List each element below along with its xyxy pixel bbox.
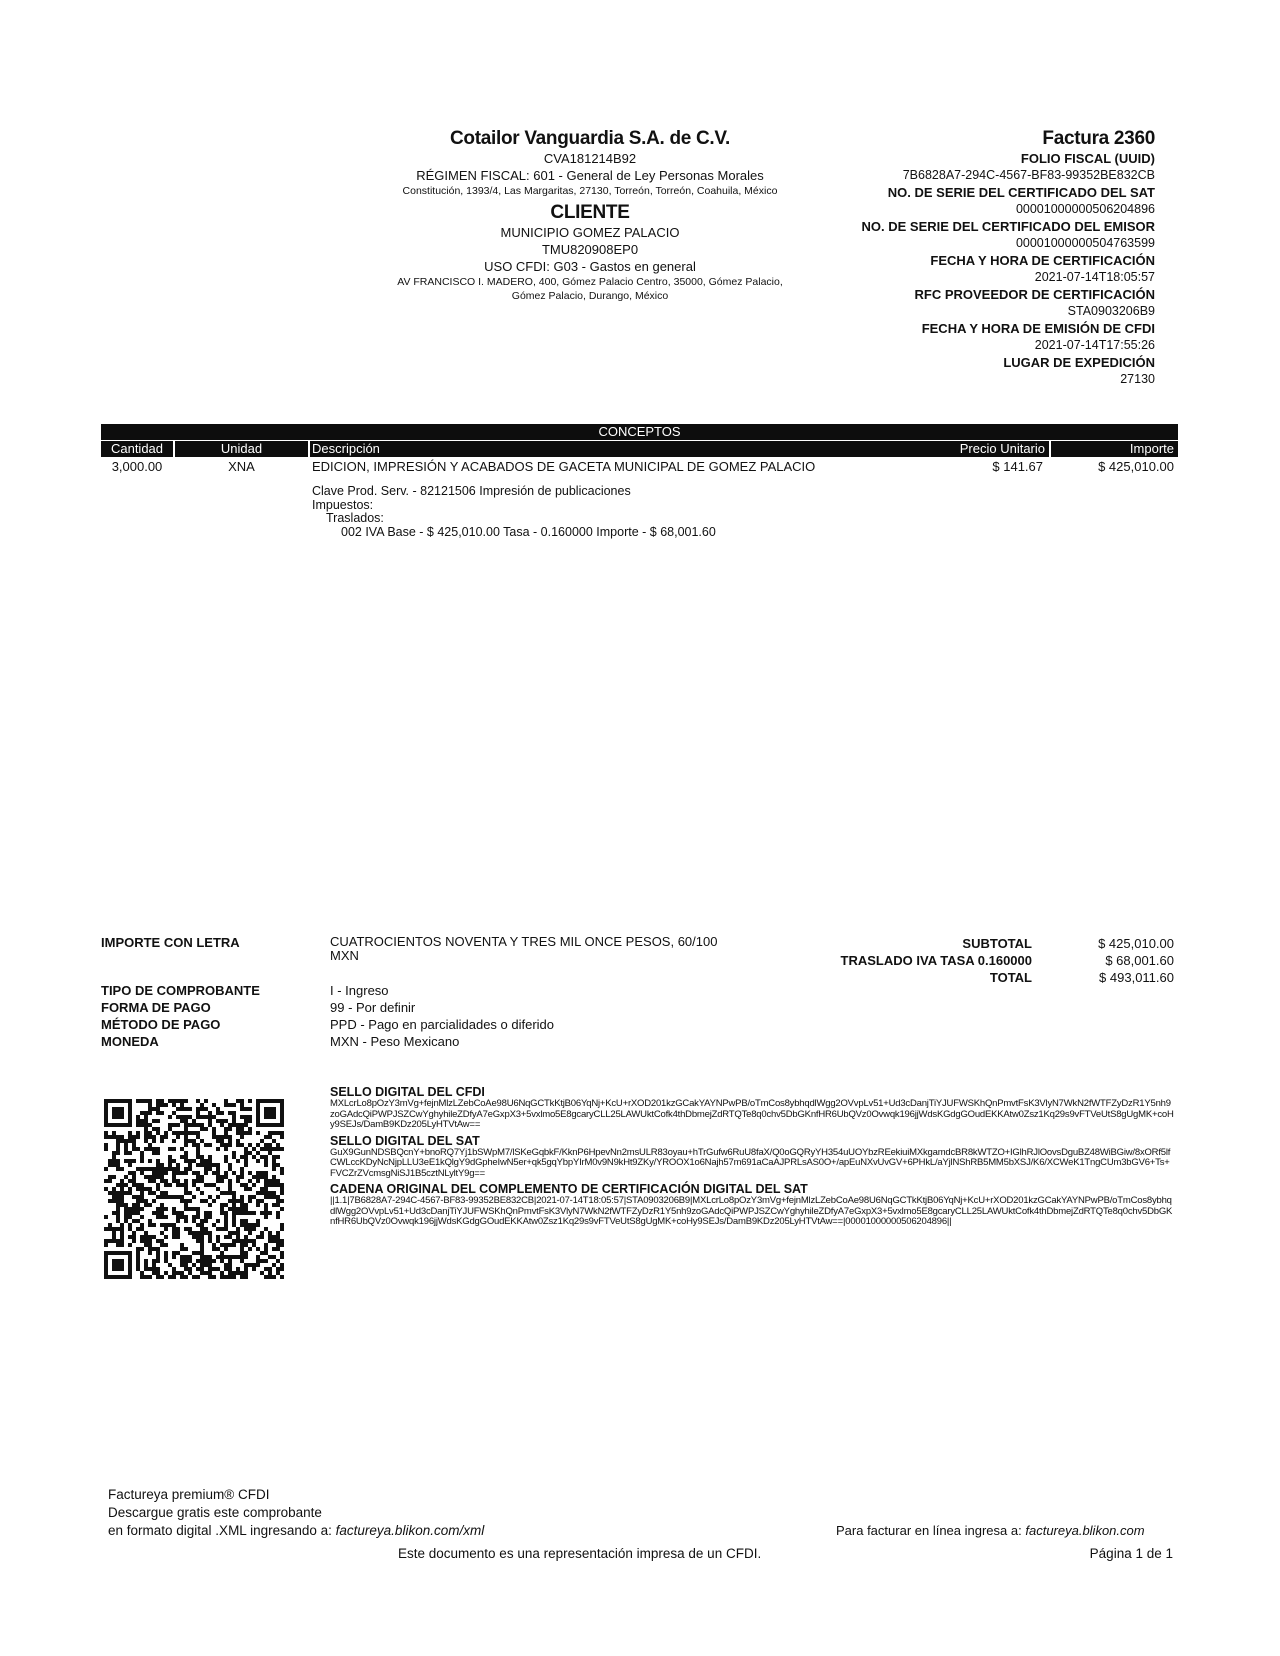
- tipo-comprobante-value: I - Ingreso: [330, 983, 389, 998]
- qr-code: [104, 1099, 284, 1279]
- moneda-value: MXN - Peso Mexicano: [330, 1034, 460, 1049]
- cert-emisor-value: 00001000000504763599: [1015, 236, 1155, 250]
- footer-left: [108, 1486, 484, 1540]
- row-unidad: XNA: [228, 459, 255, 474]
- subtotal-label: SUBTOTAL: [962, 936, 1032, 951]
- sello-sat-label: SELLO DIGITAL DEL SAT: [330, 1133, 480, 1148]
- impuestos-label: Impuestos:: [312, 497, 374, 512]
- concept-detail: [312, 485, 716, 539]
- metodo-pago-value: PPD - Pago en parcialidades o diferido: [330, 1017, 555, 1032]
- client-name: MUNICIPIO GOMEZ PALACIO: [500, 225, 680, 240]
- moneda-label: MONEDA: [101, 1034, 159, 1049]
- rfc-proveedor-value: STA0903206B9: [1067, 304, 1155, 318]
- row-descripcion: EDICION, IMPRESIÓN Y ACABADOS DE GACETA MUNICIPAL DE GOMEZ PALACIO: [312, 459, 816, 474]
- footer-online-prefix: Para facturar en línea ingresa a:: [836, 1523, 1022, 1538]
- cadena-original-value: ||1.1|7B6828A7-294C-4567-BF83-99352BE832CB|2021-07-14T18:05:57|STA0903206B9|MXLcrLo8pOzY3mVg+fejnMlzLZebCoAe98U6NqGCTkKtjB06YqNj+KcU+rXOD201kzGCakYAYNPwPB/oTmCos8ybhqdlWgg2OVvpLv51+Ud3cDanjTiYJUFWSKhQnPmvtFsK3VlyN7WkN2fWTFZyDzR1Y5nh9zoGAdcQiPWPJSZCwYghyhileZDfyA7eGxpX3+5vxlmo5E8gcaryCLL25LAWUktCofk4thDbmejZdRTQTe8q0chv5DbGKnfHR6UbQVz0Ovwqk196jjWdsKGdgGOudEKKAtw0Zsz1Kq29s9vFTVeUtS8gUgMK+coHy9SEJs/DamB9KDz205LyHTVtAw==|00001000000506204896||: [330, 1195, 1173, 1227]
- footer-page-number: Página 1 de 1: [1089, 1546, 1173, 1561]
- metodo-pago-label: MÉTODO DE PAGO: [101, 1017, 221, 1032]
- fecha-cert-label: FECHA Y HORA DE CERTIFICACIÓN: [930, 253, 1155, 268]
- subtotal-value: $ 425,010.00: [1098, 936, 1174, 951]
- cert-emisor-label: NO. DE SERIE DEL CERTIFICADO DEL EMISOR: [861, 219, 1155, 234]
- col-unidad-label: Unidad: [220, 441, 263, 456]
- forma-pago-value: 99 - Por definir: [330, 1000, 416, 1015]
- importe-letra-label: IMPORTE CON LETRA: [101, 935, 240, 950]
- payment-labels: [101, 982, 260, 1050]
- client-address-line2: Gómez Palacio, Durango, México: [511, 290, 669, 302]
- totals-values: [1052, 935, 1174, 986]
- footer-right: [836, 1522, 1145, 1540]
- traslado-iva-value: $ 68,001.60: [1105, 953, 1174, 968]
- folio-value: 7B6828A7-294C-4567-BF83-99352BE832CB: [902, 168, 1155, 182]
- sello-sat-value: GuX9GunNDSBQcnY+bnoRQ7Yj1bSWpM7/lSKeGqbkF/KknP6HpevNn2msULR83oyau+hTrGufw6RuU8faX/Q0oGQRyYH354uUOYbzREekiuiMXkgamdcBR8kWTZO+IGlhRJlOovsDguBZ48WiBGiw/8xORf5lfCWLccKDyNcNjpLLU3eE1kQlgY9dGpheIwN5er+qk5gqYbpYIrM0v9N9kHt9ZKy/YROOX1o6Najh57m691aCaAJPRLsAS0O+/apEuNXvUvGV+6PHkL/aYjlNShRB5MM5bXSJ/K6/XCWeK1TngCUm3bGV6+Ts+FVCZrZVcmsgNiSJ1B5cztNLyltY9g==: [330, 1146, 1171, 1179]
- cert-sat-value: 00001000000506204896: [1015, 202, 1155, 216]
- footer-online-link[interactable]: factureya.blikon.com: [1025, 1523, 1145, 1538]
- col-importe-label: Importe: [1129, 441, 1174, 456]
- seals-block: [330, 1085, 1175, 1228]
- lugar-label: LUGAR DE EXPEDICIÓN: [1003, 355, 1155, 370]
- client-address-line1: AV FRANCISCO I. MADERO, 400, Gómez Palacio Centro, 35000, Gómez Palacio,: [397, 276, 783, 288]
- issuer-name: Cotailor Vanguardia S.A. de C.V.: [449, 128, 731, 149]
- traslados-label: Traslados:: [326, 511, 384, 525]
- issuer-address: Constitución, 1393/4, Las Margaritas, 27130, Torreón, Torreón, Coahuila, México: [402, 185, 778, 197]
- traslado-iva-label: TRASLADO IVA TASA 0.160000: [840, 953, 1032, 968]
- footer-disclaimer: Este documento es una representación impresa de un CFDI.: [398, 1546, 762, 1561]
- row-precio: $ 141.67: [992, 459, 1043, 474]
- col-cantidad-label: Cantidad: [110, 441, 164, 456]
- cadena-original-label: CADENA ORIGINAL DEL COMPLEMENTO DE CERTIFICACIÓN DIGITAL DEL SAT: [330, 1182, 808, 1196]
- forma-pago-label: FORMA DE PAGO: [101, 1000, 211, 1015]
- client-uso-cfdi: USO CFDI: G03 - Gastos en general: [484, 259, 696, 274]
- cert-sat-label: NO. DE SERIE DEL CERTIFICADO DEL SAT: [887, 185, 1155, 200]
- col-header-precio: [915, 441, 1049, 457]
- col-descripcion-label: Descripción: [312, 441, 380, 456]
- fecha-emision-value: 2021-07-14T17:55:26: [1034, 338, 1155, 352]
- rfc-proveedor-label: RFC PROVEEDOR DE CERTIFICACIÓN: [914, 287, 1155, 302]
- client-rfc: TMU820908EP0: [541, 242, 639, 257]
- lugar-value: 27130: [1120, 372, 1155, 386]
- footer-brand: Factureya premium® CFDI: [108, 1487, 270, 1502]
- invoice-block: [775, 128, 1155, 388]
- col-header-cantidad: [101, 441, 173, 457]
- total-value: $ 493,011.60: [1099, 970, 1174, 985]
- importe-letra-line1: CUATROCIENTOS NOVENTA Y TRES MIL ONCE PESOS, 60/100: [330, 934, 718, 949]
- footer-download-line1: Descargue gratis este comprobante: [108, 1505, 322, 1520]
- footer-download-link[interactable]: factureya.blikon.com/xml: [335, 1523, 485, 1538]
- issuer-regimen: RÉGIMEN FISCAL: 601 - General de Ley Personas Morales: [416, 168, 764, 183]
- col-header-importe: [1051, 441, 1178, 457]
- sello-cfdi-label: SELLO DIGITAL DEL CFDI: [330, 1085, 485, 1099]
- col-precio-label: Precio Unitario: [959, 441, 1045, 456]
- importe-letra-value: [330, 935, 717, 963]
- sello-cfdi-value: MXLcrLo8pOzY3mVg+fejnMlzLZebCoAe98U6NqGCTkKtjB06YqNj+KcU+rXOD201kzGCakYAYNPwPB/oTmCos8ybhqdlWgg2OVvpLv51+Ud3cDanjTiYJUFWSKhQnPmvtFsK3VlyN7WkN2fWTFZyDzR1Y5nh9zoGAdcQiPWPJSZCwYghyhileZDfyA7eGxpX3+5vxlmo5E8gcaryCLL25LAWUktCofk4thDbmejZdRTQTe8q0chv5DbGKnfHR6UbQVz0Ovwqk196jjWdsKGdgGOudEKKAtw0Zsz1Kq29s9vFTVeUtS8gUgMK+coHy9SEJs/DamB9KDz205LyHTVtAw==: [330, 1098, 1174, 1130]
- fecha-cert-value: 2021-07-14T18:05:57: [1034, 270, 1155, 284]
- row-importe: $ 425,010.00: [1098, 459, 1174, 474]
- totals-labels: [780, 935, 1032, 986]
- clave-prod-serv: Clave Prod. Serv. - 82121506 Impresión de publicaciones: [312, 484, 631, 498]
- tipo-comprobante-label: TIPO DE COMPROBANTE: [101, 983, 260, 998]
- issuer-block: [370, 128, 810, 303]
- col-header-descripcion: [310, 441, 915, 457]
- footer-download-line2: [108, 1522, 484, 1540]
- fecha-emision-label: FECHA Y HORA DE EMISIÓN DE CFDI: [921, 321, 1155, 336]
- row-cantidad: 3,000.00: [111, 459, 163, 474]
- total-label: TOTAL: [989, 970, 1032, 985]
- importe-letra-line2: MXN: [330, 948, 359, 963]
- invoice-title: Factura 2360: [1042, 128, 1155, 149]
- payment-values: [330, 982, 554, 1050]
- issuer-rfc: CVA181214B92: [543, 151, 637, 166]
- client-heading: CLIENTE: [550, 202, 630, 223]
- folio-label: FOLIO FISCAL (UUID): [1020, 151, 1155, 166]
- conceptos-heading: CONCEPTOS: [101, 424, 1178, 440]
- traslado-detail: 002 IVA Base - $ 425,010.00 Tasa - 0.160000 Importe - $ 68,001.60: [341, 524, 716, 539]
- col-header-unidad: [175, 441, 308, 457]
- footer-download-prefix: en formato digital .XML ingresando a:: [108, 1523, 332, 1538]
